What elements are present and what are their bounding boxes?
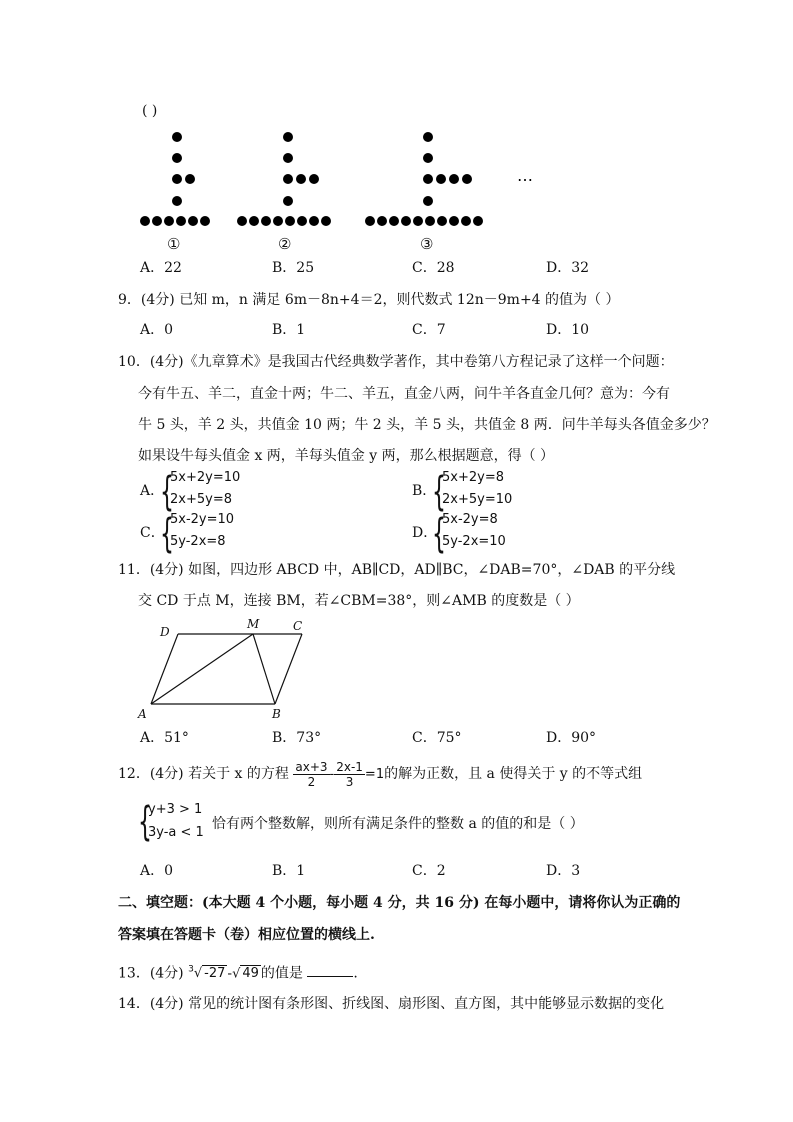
q8-fig1-dot [152,216,162,226]
q8-fig3-dot [425,216,435,226]
q12-minus: - [329,767,335,782]
q8-fig1-dot [172,132,182,142]
q8-fig2-dot [283,153,293,163]
q12-option-b[interactable]: B．1 [272,863,306,879]
q8-fig2-dot [237,216,247,226]
q8-label-2: ② [278,235,292,253]
q8-option-d[interactable]: D．32 [546,260,590,276]
point-label-c: C [293,619,303,633]
point-label-b: B [272,707,281,721]
q12-fraction-2 [334,760,365,789]
q10-option-c-eq1: 5x-2y=10 [170,512,235,527]
q8-fig2-dot [273,216,283,226]
q10-option-d-eq1: 5x-2y=8 [442,512,498,527]
q10-option-a-eq1: 5x+2y=10 [170,470,241,485]
q10-option-d-eq2: 5y-2x=10 [442,534,506,549]
q8-fig1-dot [172,196,182,206]
q13-square-root: √ 49 [232,966,259,982]
q8-fig2-dot [283,132,293,142]
q8-fig2-dot [249,216,259,226]
q12-option-c[interactable]: C．2 [412,863,446,879]
q8-fig3-dot [377,216,387,226]
q8-fig3-dot [423,174,433,184]
q8-label-1: ① [167,235,181,253]
q8-dot-pattern-figure [130,125,550,233]
q13-stem [118,958,358,986]
left-brace-icon: { [432,511,446,557]
q12-fraction-2-numerator: 2x-1 [336,759,363,774]
q11-option-a[interactable]: A．51° [140,730,189,746]
q12-fraction-1-numerator: ax+3 [295,759,328,774]
q13-suffix: 的值是 [260,965,303,982]
q8-fig2-dot [261,216,271,226]
q9-stem: 9．(4分) 已知 m，n 满足 6m－8n+4＝2，则代数式 12n－9m+4 的值为（ ） [118,292,620,308]
q8-fig1-dot [172,174,182,184]
q8-fig1-dot [188,216,198,226]
q10-option-b-eq1: 5x+2y=8 [442,470,504,485]
q12-equals-one: =1 [364,767,385,782]
q13-minus: - [227,966,233,982]
q8-fig3-dot [413,216,423,226]
left-brace-icon: { [138,799,152,845]
q12-fraction-1-denominator: 2 [307,774,316,789]
q8-fig1-dot [200,216,210,226]
q10-stem-line-2: 今有牛五、羊二，直金十两；牛二、羊五，直金八两，问牛羊各直金几何？意为：今有 [138,386,670,402]
q10-option-a-system [160,470,280,514]
q13-cube-root: $^3$√ -27 [188,965,226,982]
q8-fig1-dot [164,216,174,226]
q12-inequality-system [138,800,218,846]
q8-option-c[interactable]: C．28 [412,260,455,276]
q12-stem-line-2: 恰有两个整数解，则所有满足条件的整数 a 的值的和是（ ） [212,816,584,832]
q12-fraction-1 [293,760,329,789]
q13-radicand-2: 49 [242,966,259,982]
q10-stem-line-3: 牛 5 头，羊 2 头，共值金 10 两；牛 2 头，羊 5 头，共值金 8 两．问牛羊每头各值金多少？ [138,417,716,433]
q12-prefix: 12．(4分) 若关于 x 的方程 [118,766,289,782]
q8-fig3-dot [423,132,433,142]
section-2-heading-line-2: 答案填在答题卡（卷）相应位置的横线上. [118,927,375,943]
q8-fig3-dot [449,174,459,184]
q8-fig3-dot [423,153,433,163]
q10-option-c-eq2: 5y-2x=8 [170,534,226,549]
q10-option-c-label: C． [140,525,165,541]
q10-option-a-eq2: 2x+5y=8 [170,492,232,507]
q8-fig3-dot [401,216,411,226]
q13-root-index: 3 [188,965,194,975]
left-brace-icon: { [160,469,174,515]
q8-fig2-dot [296,174,306,184]
q12-suffix: 的解为正数，且 a 使得关于 y 的不等式组 [384,766,643,782]
point-label-d: D [160,625,170,639]
q8-fig3-dot [365,216,375,226]
q8-fig3-dot [449,216,459,226]
q8-fig3-dot [389,216,399,226]
q8-fig3-dot [437,216,447,226]
q12-inequality-1: y+3 > 1 [148,802,203,817]
q8-fig2-dot [283,174,293,184]
q8-fig3-dot [462,174,472,184]
q8-fig3-dot [436,174,446,184]
q8-fig2-dot [283,196,293,206]
q12-option-a[interactable]: A．0 [140,863,174,879]
q8-option-a[interactable]: A．22 [140,260,182,276]
q10-stem-line-1: 10．(4分)《九章算术》是我国古代经典数学著作，其中卷第八方程记录了这样一个问题： [118,354,674,370]
q13-answer-blank[interactable] [307,962,353,977]
q8-answer-paren: ( ) [142,103,158,119]
q12-inequality-2: 3y-a < 1 [148,825,204,840]
q10-option-d-label: D． [412,525,438,541]
q8-fig2-dot [309,174,319,184]
q9-option-c[interactable]: C．7 [412,322,446,338]
q13-prefix: 13．(4分) [118,965,184,982]
q12-fraction-2-denominator: 3 [345,774,354,789]
point-label-m: M [247,617,260,631]
left-brace-icon: { [432,469,446,515]
q11-option-b[interactable]: B．73° [272,730,322,746]
q13-radicand-1: -27 [204,966,226,982]
q11-parallelogram-figure [134,614,314,724]
q10-option-b-label: B． [412,483,437,499]
q8-fig3-dot [461,216,471,226]
q8-fig3-dot [423,196,433,206]
q11-stem-line-1: 11．(4分) 如图，四边形 ABCD 中，AB∥CD，AD∥BC，∠DAB=70°，∠DAB 的平分线 [118,562,676,578]
q8-fig2-dot [321,216,331,226]
q12-option-d[interactable]: D．3 [546,863,581,879]
q12-stem-line-1 [118,756,642,793]
q10-option-c-system [160,512,280,556]
q10-option-b-eq2: 2x+5y=10 [442,492,513,507]
q8-fig3-dot [473,216,483,226]
q8-fig2-dot [309,216,319,226]
q11-option-d[interactable]: D．90° [546,730,597,746]
q8-ellipsis: … [517,166,533,185]
q14-stem-line-1: 14．(4分) 常见的统计图有条形图、折线图、扇形图、直方图，其中能够显示数据的变化 [118,996,665,1012]
q13-period: . [353,965,358,982]
section-2-heading-line-1: 二、填空题：(本大题 4 个小题，每小题 4 分，共 16 分) 在每小题中，请将你认为正确的 [118,895,681,911]
q9-option-d[interactable]: D．10 [546,322,590,338]
q9-option-b[interactable]: B．1 [272,322,306,338]
q8-label-3: ③ [420,235,434,253]
left-brace-icon: { [160,511,174,557]
point-label-a: A [138,707,147,721]
q8-fig2-dot [285,216,295,226]
q11-option-c[interactable]: C．75° [412,730,462,746]
q10-option-b-system [432,470,552,514]
q8-fig1-dot [176,216,186,226]
q10-option-a[interactable] [140,469,241,515]
q8-fig1-dot [172,153,182,163]
q10-option-d[interactable] [412,511,506,557]
q10-stem-line-4: 如果设牛每头值金 x 两，羊每头值金 y 两，那么根据题意，得（ ） [138,448,555,464]
q8-fig2-dot [297,216,307,226]
q8-option-b[interactable]: B．25 [272,260,315,276]
q11-stem-line-2: 交 CD 于点 M，连接 BM，若∠CBM=38°，则∠AMB 的度数是（ ） [138,593,580,609]
q10-option-d-system [432,512,552,556]
q10-option-b[interactable] [412,469,513,515]
q8-fig1-dot [185,174,195,184]
q10-option-c[interactable] [140,511,235,557]
q10-option-a-label: A． [140,483,165,499]
q9-option-a[interactable]: A．0 [140,322,174,338]
q8-fig1-dot [140,216,150,226]
